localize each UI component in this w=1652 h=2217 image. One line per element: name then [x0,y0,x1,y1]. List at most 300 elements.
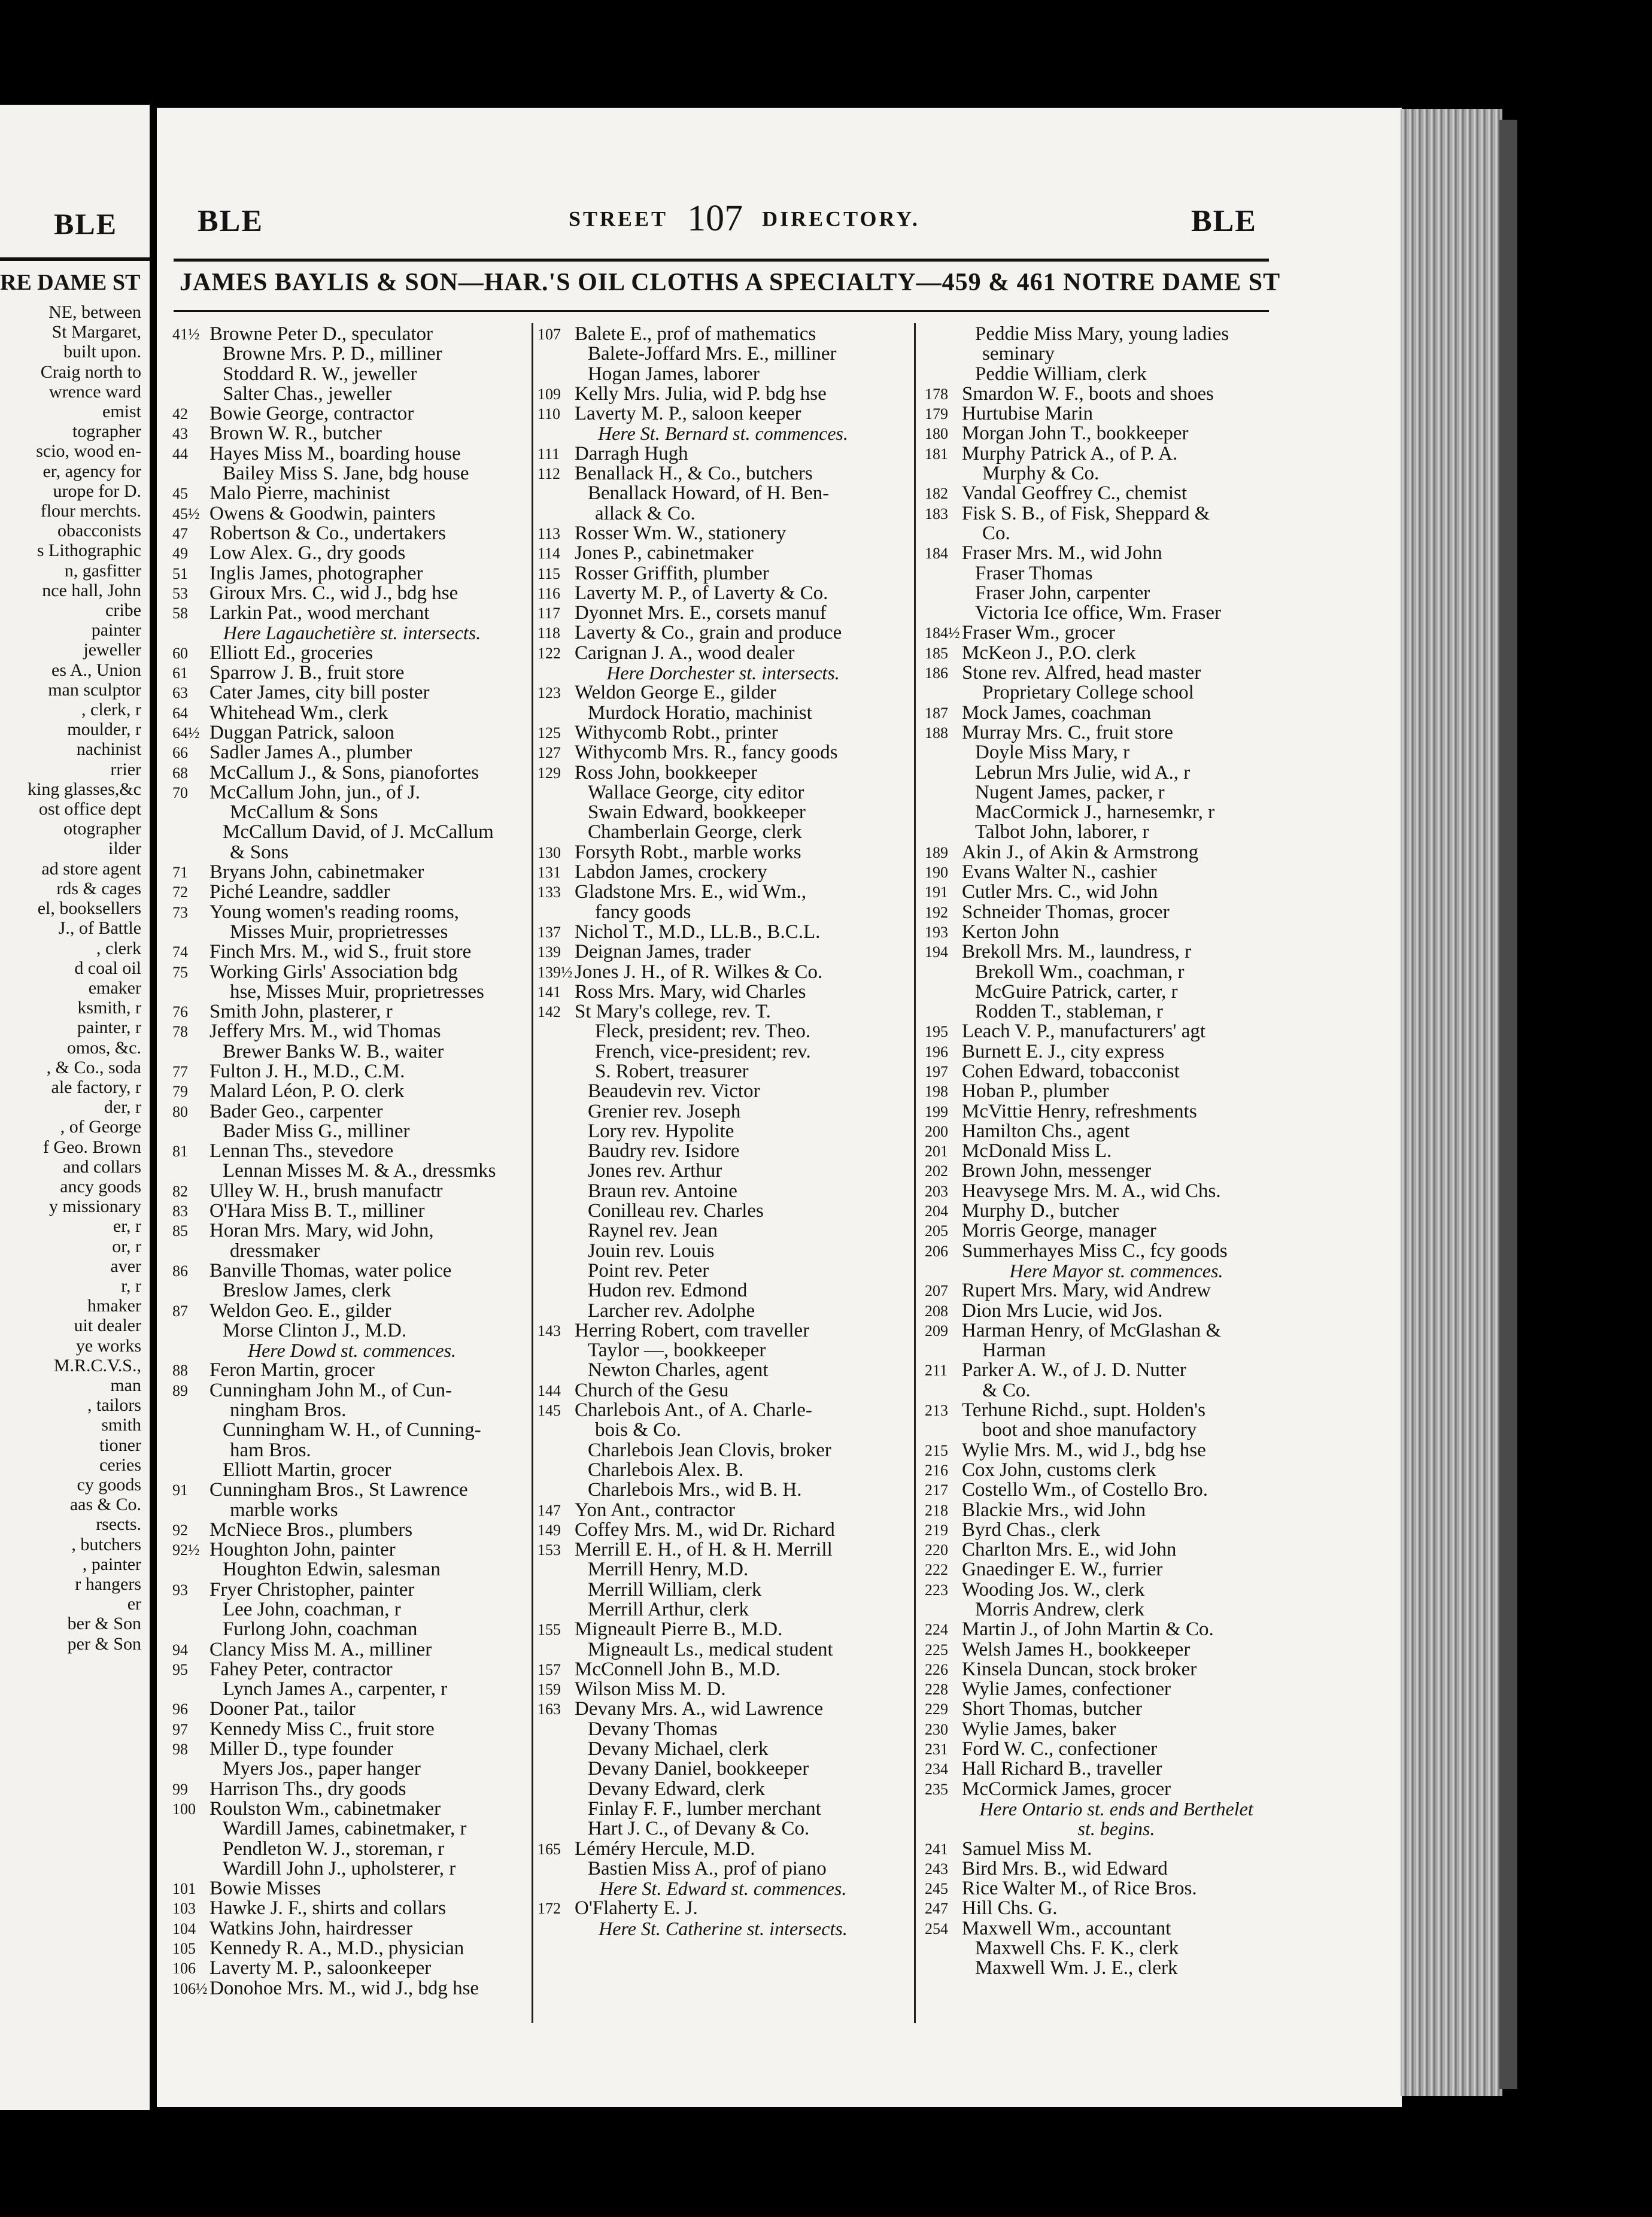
directory-entry [925,763,1308,783]
section-note-text: Here St. Edward st. commences. [599,1878,847,1900]
directory-entry [925,1341,1308,1360]
entry-text: Myers Jos., paper hanger [223,1758,421,1780]
directory-entry [172,1580,532,1600]
previous-page-line: rsects. [96,1514,141,1535]
directory-entry [537,1560,909,1580]
directory-entry [537,384,909,404]
directory-entry [537,1022,909,1041]
street-number: 117 [537,605,561,622]
entry-text: Jouin rev. Louis [588,1240,715,1262]
street-number: 186 [925,664,948,682]
section-note-text: Here Ontario st. ends and Berthelet [979,1797,1253,1820]
entry-text: Stone rev. Alfred, head master [962,662,1201,684]
directory-entry [172,404,532,424]
street-number: 72 [172,883,188,901]
directory-entry [925,1301,1308,1321]
directory-entry [537,1460,909,1480]
street-number: 145 [537,1402,561,1420]
directory-entry [172,1660,532,1680]
street-number: 230 [925,1720,948,1738]
entry-text: Young women's reading rooms, [209,901,459,923]
entry-text: French, vice-president; rev. [595,1040,811,1062]
entry-text: Merrill William, clerk [588,1578,762,1601]
directory-entry [172,1261,532,1281]
directory-entry [537,444,909,464]
street-number: 184 [925,545,948,563]
entry-text: marble works [230,1499,338,1521]
directory-entry [172,1939,532,1958]
directory-entry [537,743,909,763]
directory-entry [172,1540,532,1560]
street-number: 204 [925,1202,948,1220]
directory-entry [172,1560,532,1580]
section-note-text: Here Lagauchetière st. intersects. [223,622,481,644]
directory-entry [925,1122,1308,1141]
street-number: 100 [172,1800,196,1818]
directory-entry [537,1182,909,1201]
directory-entry [172,942,532,962]
entry-text: Roulston Wm., cabinetmaker [209,1797,441,1820]
street-number: 231 [925,1741,948,1759]
section-note [172,623,532,643]
previous-page-line: hmaker [87,1296,141,1316]
header-rule [174,259,1269,262]
directory-entry [172,743,532,763]
street-number: 58 [172,605,188,622]
previous-page-line: rrier [110,759,141,779]
entry-text: Bastien Miss A., prof of piano [588,1857,827,1879]
section-note [537,663,909,683]
street-number: 229 [925,1700,948,1718]
street-number: 191 [925,883,948,901]
previous-page-line: , clerk, r [81,700,141,720]
entry-text: Costello Wm., of Costello Bro. [962,1479,1208,1501]
directory-entry [537,1321,909,1341]
directory-entry [925,1640,1308,1660]
entry-text: Charlton Mrs. E., wid John [962,1539,1177,1561]
street-number: 44 [172,445,188,463]
street-number: 116 [537,584,561,602]
entry-text: Jones rev. Arthur [588,1160,722,1182]
directory-entry [172,1360,532,1380]
directory-entry [172,1919,532,1939]
entry-text: Jones J. H., of R. Wilkes & Co. [575,961,823,983]
entry-text: Wardill John J., upholsterer, r [223,1857,456,1879]
directory-entry [172,1002,532,1022]
street-number: 94 [172,1641,188,1659]
directory-entry [172,683,532,703]
directory-entry [172,1839,532,1859]
entry-text: McCallum J., & Sons, pianofortes [209,761,479,783]
entry-text: Lennan Ths., stevedore [209,1140,394,1162]
directory-entry [925,1839,1308,1859]
previous-page-line: tioner [99,1435,141,1455]
previous-page-line: uit dealer [74,1316,141,1336]
entry-text: Lee John, coachman, r [223,1599,401,1620]
directory-entry [925,882,1308,902]
street-number: 43 [172,425,188,443]
previous-page-line: ye works [75,1335,141,1356]
directory-entry [537,1480,909,1500]
directory-entry [925,1501,1308,1520]
entry-text: Hart J. C., of Devany & Co. [588,1818,810,1840]
entry-text: Charlebois Jean Clovis, broker [588,1439,831,1461]
street-number: 45½ [172,505,200,523]
directory-entry [172,603,532,623]
directory-entry [925,1899,1308,1918]
entry-text: McNiece Bros., plumbers [209,1519,413,1541]
street-number: 222 [925,1561,948,1579]
directory-entry [537,1699,909,1719]
entry-text: Owens & Goodwin, painters [209,502,436,524]
entry-text: Laverty M. P., saloonkeeper [209,1957,432,1979]
directory-entry [172,922,532,942]
directory-entry [925,543,1308,563]
previous-page-line: er, r [113,1216,141,1237]
directory-entry [172,524,532,543]
directory-entry [172,1082,532,1101]
street-number: 155 [537,1621,561,1639]
street-number: 209 [925,1322,948,1340]
street-number: 228 [925,1681,948,1699]
previous-page-line: jeweller [83,640,141,660]
entry-text: Cohen Edward, tobacconist [962,1060,1180,1082]
entry-text: Rupert Mrs. Mary, wid Andrew [962,1280,1211,1302]
directory-entry [537,1520,909,1540]
directory-entry [925,723,1308,743]
previous-page-line: per & Son [67,1633,141,1654]
entry-text: Lennan Misses M. & A., dressmks [223,1160,496,1182]
directory-entry [537,1441,909,1460]
column-divider-2 [914,323,916,2023]
street-number: 92 [172,1521,188,1539]
directory-entry [172,564,532,584]
previous-page-line: wrence ward [48,381,141,402]
directory-entry [172,1958,532,1978]
entry-text: Devany Michael, clerk [588,1738,769,1760]
directory-entry [925,743,1308,763]
entry-text: Larcher rev. Adolphe [588,1299,755,1322]
entry-text: Darragh Hugh [575,442,688,464]
entry-text: Grenier rev. Joseph [588,1100,741,1122]
entry-text: Hall Richard B., traveller [962,1758,1162,1780]
entry-text: Schneider Thomas, grocer [962,901,1170,923]
previous-page-line: d coal oil [74,958,141,978]
previous-page-line: , & Co., soda [46,1057,141,1077]
directory-column-1 [172,324,532,1999]
section-note-text: Here Mayor st. commences. [1009,1259,1223,1281]
entry-text: Breslow James, clerk [223,1280,391,1302]
directory-entry [172,1979,532,1999]
street-number: 206 [925,1242,948,1260]
directory-entry [172,723,532,743]
directory-entry [925,683,1308,703]
street-number: 245 [925,1880,948,1898]
previous-page-line: ost office dept [38,799,141,819]
entry-text: Wylie James, baker [962,1718,1116,1740]
directory-entry [537,1859,909,1879]
street-number: 235 [925,1780,948,1798]
street-number: 203 [925,1182,948,1200]
previous-page-line: painter, r [77,1018,141,1038]
directory-entry [537,1241,909,1261]
directory-entry [925,384,1308,404]
directory-entry [925,1699,1308,1719]
directory-entry [172,1141,532,1161]
street-number: 213 [925,1402,948,1420]
entry-text: Morgan John T., bookkeeper [962,423,1189,445]
previous-page-line: es A., Union [51,660,141,680]
header-directory-word: DIRECTORY. [762,206,920,231]
directory-entry [537,1540,909,1560]
entry-text: Beaudevin rev. Victor [588,1080,760,1103]
entry-text: Kennedy R. A., M.D., physician [209,1937,464,1960]
entry-text: Taylor —, bookkeeper [588,1340,766,1362]
section-note-text: Here Dorchester st. intersects. [606,662,840,684]
directory-entry [172,1819,532,1839]
previous-page-line: Craig north to [40,362,141,382]
previous-page-banner: RE DAME ST [0,270,141,295]
entry-text: Harman [982,1340,1046,1362]
directory-entry [537,1779,909,1799]
directory-entry [172,1102,532,1122]
entry-text: Bowie Misses [209,1878,321,1900]
entry-text: Hamilton Chs., agent [962,1120,1130,1142]
entry-text: Forsyth Robt., marble works [575,841,801,863]
directory-entry [172,1441,532,1460]
directory-entry [172,1182,532,1201]
entry-text: Mock James, coachman [962,701,1152,724]
previous-page-line: NE, between [48,302,141,322]
directory-entry [925,603,1308,623]
entry-text: Parker A. W., of J. D. Nutter [962,1359,1186,1381]
entry-text: Byrd Chas., clerk [962,1519,1100,1541]
street-number: 76 [172,1003,188,1021]
street-number: 87 [172,1302,188,1320]
street-number: 159 [537,1681,561,1699]
header-center [569,198,920,240]
directory-entry [925,1141,1308,1161]
street-number: 234 [925,1760,948,1778]
directory-entry [925,1879,1308,1899]
entry-text: Swain Edward, bookkeeper [588,801,806,824]
street-number: 77 [172,1062,188,1080]
entry-text: Brekoll Wm., coachman, r [975,961,1185,983]
street-number: 144 [537,1381,561,1399]
directory-entry [537,504,909,524]
entry-text: bois & Co. [595,1419,681,1441]
entry-text: Welsh James H., bookkeeper [962,1638,1191,1660]
street-number: 157 [537,1660,561,1678]
street-number: 71 [172,864,188,882]
street-number: 122 [537,644,561,662]
entry-text: Fraser Thomas [975,562,1093,584]
directory-entry [925,1919,1308,1939]
street-number: 216 [925,1461,948,1479]
directory-entry [925,1022,1308,1041]
entry-text: Lynch James A., carpenter, r [223,1678,448,1700]
entry-text: Gladstone Mrs. E., wid Wm., [575,881,807,903]
previous-page-rule [0,257,150,261]
previous-page-line: r hangers [75,1574,141,1594]
entry-text: Charlebois Alex. B. [588,1459,744,1481]
directory-entry [925,584,1308,603]
street-number: 61 [172,664,188,682]
directory-entry [537,723,909,743]
entry-text: Maxwell Wm., accountant [962,1917,1171,1939]
previous-page-line: , butchers [71,1534,141,1554]
entry-text: Elliott Ed., groceries [209,642,373,664]
entry-text: Cunningham Bros., St Lawrence [209,1479,468,1501]
directory-entry [172,703,532,723]
entry-text: Bird Mrs. B., wid Edward [962,1857,1168,1879]
street-number: 60 [172,644,188,662]
entry-text: Devany Mrs. A., wid Lawrence [575,1698,824,1720]
street-number: 68 [172,764,188,782]
directory-entry [925,1460,1308,1480]
directory-entry [925,1600,1308,1620]
previous-page-line: der, r [104,1097,141,1117]
directory-entry [925,1779,1308,1799]
previous-page-line: nachinist [76,739,141,760]
entry-text: Browne Peter D., speculator [209,323,433,345]
directory-entry [172,882,532,902]
entry-text: Devany Daniel, bookkeeper [588,1758,809,1780]
entry-text: Blackie Mrs., wid John [962,1499,1146,1521]
directory-entry [925,942,1308,962]
directory-entry [172,365,532,384]
street-number: 99 [172,1780,188,1798]
entry-text: Kinsela Duncan, stock broker [962,1658,1197,1680]
street-number: 208 [925,1302,948,1320]
entry-text: Giroux Mrs. C., wid J., bdg hse [209,582,458,604]
directory-entry [172,504,532,524]
entry-text: Nichol T., M.D., LL.B., B.C.L. [575,921,821,943]
entry-text: Kennedy Miss C., fruit store [209,1718,435,1740]
previous-page-line: ber & Son [67,1614,141,1634]
street-number: 195 [925,1023,948,1041]
previous-page-line: aver [110,1256,141,1276]
entry-text: Peddie Miss Mary, young ladies [975,323,1229,345]
entry-text: MacCormick J., harnesemkr, r [975,801,1215,824]
directory-entry [925,1859,1308,1879]
entry-text: Burnett E. J., city express [962,1040,1165,1062]
street-number: 179 [925,405,948,423]
street-number: 192 [925,903,948,921]
street-number: 95 [172,1660,188,1678]
entry-text: Charlebois Mrs., wid B. H. [588,1479,802,1501]
directory-entry [925,1580,1308,1600]
directory-entry [925,1241,1308,1261]
street-number: 106 [172,1960,196,1978]
previous-page-line: king glasses,&c [28,779,141,799]
street-number: 147 [537,1501,561,1519]
previous-page-line: nce hall, John [42,580,141,600]
street-number: 42 [172,405,188,423]
street-number: 243 [925,1860,948,1878]
street-number: 198 [925,1083,948,1101]
section-note [925,1819,1308,1839]
directory-entry [925,1759,1308,1779]
previous-page-line: otographer [63,819,141,839]
section-note [537,1919,909,1939]
directory-entry [172,1401,532,1420]
entry-text: Merrill Arthur, clerk [588,1599,749,1620]
street-number: 219 [925,1521,948,1539]
advertisement-banner: JAMES BAYLIS & SON—HAR.'S OIL CLOTHS A SPECIALTY—459 & 461 NOTRE DAME ST [180,269,1281,296]
section-note-text: Here St. Catherine st. intersects. [599,1917,848,1939]
entry-text: Larkin Pat., wood merchant [209,602,430,624]
street-number: 41½ [172,326,200,343]
entry-text: Brewer Banks W. B., waiter [223,1040,444,1062]
entry-text: Bader Geo., carpenter [209,1100,383,1122]
directory-entry [172,1480,532,1500]
previous-page-line: ad store agent [41,858,141,879]
street-number: 142 [537,1003,561,1021]
directory-entry [925,803,1308,822]
entry-text: Newton Charles, agent [588,1359,769,1381]
previous-page-line: aas & Co. [69,1495,141,1515]
entry-text: McCallum David, of J. McCallum [223,821,494,843]
entry-text: Smith John, plasterer, r [209,1001,393,1023]
entry-text: Cunningham John M., of Cun- [209,1379,453,1401]
directory-entry [172,1022,532,1041]
directory-entry [537,683,909,703]
street-number: 137 [537,923,561,941]
entry-text: Morris George, manager [962,1220,1156,1242]
directory-entry [537,1401,909,1420]
entry-text: Martin J., of John Martin & Co. [962,1618,1214,1641]
street-number: 105 [172,1940,196,1958]
street-number: 113 [537,524,561,542]
entry-text: Clancy Miss M. A., milliner [209,1638,432,1660]
entry-text: Brown John, messenger [962,1160,1152,1182]
entry-text: Ross John, bookkeeper [575,761,758,783]
section-note [537,1879,909,1899]
directory-entry [172,384,532,404]
directory-entry [172,803,532,822]
entry-text: Laverty & Co., grain and produce [575,622,842,644]
entry-text: McCormick James, grocer [962,1778,1171,1800]
section-note [925,1261,1308,1281]
directory-entry [172,1859,532,1879]
previous-page-line: and collars [63,1156,141,1177]
entry-text: Bryans John, cabinetmaker [209,861,424,883]
section-note-text: Here St. Bernard st. commences. [598,423,848,445]
previous-page-line: ceries [99,1454,141,1475]
directory-entry [172,1161,532,1181]
directory-entry [925,1221,1308,1241]
previous-page-line: omos, &c. [66,1037,141,1058]
previous-page-line: man sculptor [48,679,141,700]
entry-text: Fraser Wm., grocer [962,622,1115,644]
directory-entry [537,365,909,384]
street-number: 223 [925,1581,948,1599]
directory-entry [537,962,909,982]
entry-text: Sparrow J. B., fruit store [209,662,405,684]
previous-page-line: tographer [72,421,141,442]
entry-text: Herring Robert, com traveller [575,1319,810,1341]
street-number: 200 [925,1122,948,1140]
street-number: 141 [537,983,561,1001]
entry-text: McVittie Henry, refreshments [962,1100,1197,1122]
directory-entry [537,703,909,723]
entry-text: Harman Henry, of McGlashan & [962,1319,1222,1341]
entry-text: Chamberlain George, clerk [588,821,802,843]
directory-entry [172,862,532,882]
entry-text: Weldon Geo. E., gilder [209,1299,391,1322]
entry-text: Miller D., type founder [209,1738,394,1760]
